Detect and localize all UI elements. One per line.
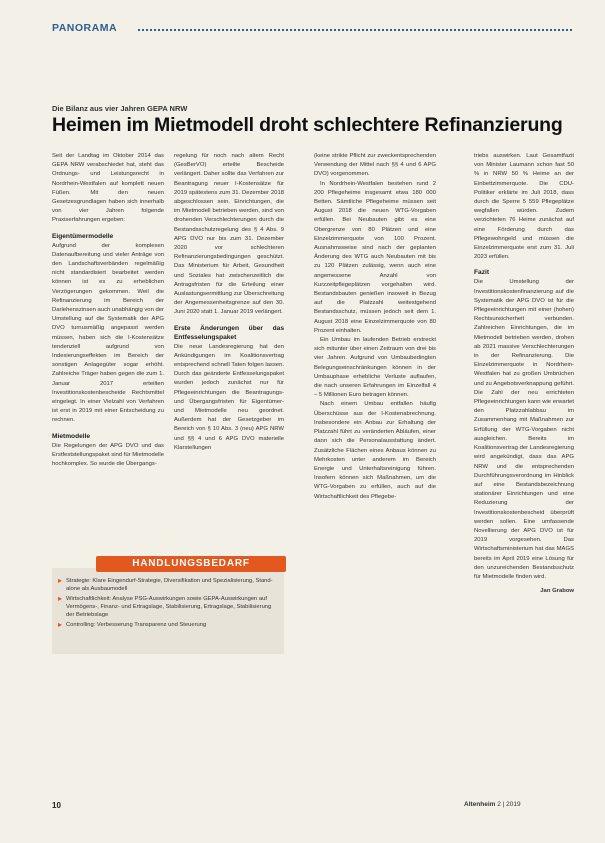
text-column-4 bbox=[474, 152, 574, 792]
action-list bbox=[52, 568, 284, 630]
subheading-eigentuemermodelle: Eigentümermodelle bbox=[52, 232, 114, 240]
article-kicker: Die Bilanz aus vier Jahren GEPA NRW bbox=[52, 104, 188, 113]
list-item: ▸ Controlling: Verbesserung Transparenz und Steuerung bbox=[58, 620, 207, 630]
subheading-fazit: Fazit bbox=[474, 269, 490, 277]
action-box-title: HANDLUNGSBEDARF bbox=[132, 558, 250, 569]
publication-footer bbox=[464, 801, 521, 808]
text-column-1 bbox=[52, 152, 164, 562]
bullet-icon: ▸ bbox=[58, 576, 63, 585]
paragraph: regelung für noch nach altem Recht (GesBerVO) erteilte Bescheide verlängert. Daher sollte das Verfahren zur Beantragung neuer I-Kostensätze für 2019 spätestens zum 31. Dezember 2018 abgeschlossen sein. Einrichtungen, die im Mietmodell betrieben werden, sind von drohenden Verschlechterungen durch die Bestandsschutzregelung des § 4 Abs. 9 APG DVO nur bis zum 31. Dezember 2020 vor schlechteren Refinanzierungsbedingungen geschützt. Das Ministerium für Arbeit, Gesundheit und Soziales hat zwischenzeitlich die Antragsfristen für die Erteilung einer Auslastungsermittlung zur Überschreitung der Angemessenheitsgrenze auf den 30. Juni 2020 statt 1. Januar 2019 verlängert. bbox=[174, 153, 284, 316]
subheading-entfesselungspaket: Erste Änderungen über das Entfesselungspaket bbox=[174, 324, 284, 341]
paragraph: Ein Umbau im laufenden Betrieb erstreckt sich mitunter über einen Zeitraum von drei bis vier Jahren. Aufgrund von Umbaubedingten Belegungseinschränkungen können in der Umbauphase erhebliche Verluste auflaufen, die nach unseren Erfahrungen im Einzelfall 4 – 5 Millionen Euro betragen können. bbox=[314, 337, 436, 399]
text-column-3 bbox=[314, 152, 436, 792]
paragraph: Die Umstellung der Investitionskostenfinanzierung auf die Systematik der APG DVO ist für die Pflegeeinrichtungen mit einer (hohen) Rechtsunsicherheit verbunden. Zahlreichen Einrichtungen, die im Mietmodell betrieben werden, drohen ab 2021 massive Verschlechterungen in der Refinanzierung. Die Einzelzimmerquote in Nordrhein-Westfalen hat zu großen Umbrüchen und zu Angebotsverknappung geführt. Die Zahl der neu errichteten Pflegeeinrichtungen kann wie erwartet den Platzzahlabbau im Zusammenhang mit Maßnahmen zur Erfüllung der WTG-Vorgaben nicht ausgleichen. Bereits im Koalitionsvertrag der Landesregierung wird angekündigt, dass das APG NRW und die entsprechenden Durchführungsverordnung im Hinblick auf eine Bestandsbezeichnung stationärer Einrichtungen und eine Reduzierung der Investitionskostenbescheid überprüft werden sollen. Eine umfassende Novellierung der APG DVO ist für 2019 vorgesehen. Das Wirtschaftsministerium hat das MAGS bereits im April 2019 eine Lösung für den unzureichenden Bestandsschutz für Mietmodelle finden wird. bbox=[474, 279, 574, 580]
paragraph: Die neue Landesregierung hat den Ankündigungen im Koalitionsvertrag entsprechend schnell Taten folgen lassen. Durch das geänderte Entfesselungspaket wurden jedoch zunächst nur für Pflegeeinrichtungen die Beantragungs- und Übergangsfristen für Eigentümer- und Mietmodelle neu geordnet. Außerdem hat der Gesetzgeber im Bereich von § 10 Abs. 3 (neu) APG NRW und §§ 4 und 6 APG DVO materielle Klarstellungen bbox=[174, 343, 284, 451]
author-signature: Jan Grabow bbox=[540, 588, 574, 595]
bullet-icon: ▸ bbox=[58, 620, 63, 630]
issue-number: 2 | 2019 bbox=[497, 801, 521, 808]
page-number: 10 bbox=[52, 801, 61, 810]
section-label: PANORAMA bbox=[52, 22, 118, 34]
list-item: ▸ Strategie: Klare Eingendurf-Strategie, Diversifikation und Spezialisierung, Stand-alone als Ausbaumodell bbox=[58, 576, 273, 593]
paragraph: Seit der Landtag im Oktober 2014 das GEPA NRW verabschiedet hat, steht das Ordnungs- und Leistungsrecht in Nordrhein-Westfalen auf komplett neuen Füßen. Mit den neuen Gesetzesgrundlagen haben sich innerhalb von vier Jahren folgende Praxiserfahrungen ergeben: bbox=[52, 153, 164, 224]
paragraph: triebs auswirken. Laut Gesamtfazit von Minister Laumann schon fast 50 % in NRW 50 % Heime an der Einbettzimmerquote. Die CDU-Politiker erklärte im Juli 2018, dass durch die Sperre 5 559 Pflegeplätze wegfallen würden. Zudem verzichteten 76 Heime zunächst auf eine Förderung durch das Pflegewohngeld und müssen die Einzelzimmerquote erst zum 31. Juli 2023 erfüllen. bbox=[474, 153, 574, 261]
paragraph: Aufgrund der komplexen Datenaufbereitung und vieler Anträge von den Landschaftsverbänden regelmäßig nicht standardisiert bearbeitet werden können ist es zu erheblichen Verzögerungen gekommen. Weil die Refinanzierung im Bereich der Darlehenszinsen auch unabhängig von der Umstellung auf die Systematik der APG DVO turnusmäßig angepasst werden müssen, haben sich die I-Kostensätze tendenziell aufgrund von Indexierungseffekten im Bereich der sonstigen Anlagegüter sogar erhöht. Zahlreiche Träger haben gegen die zum 1. Januar 2017 erteilten Investitionskostenbescheide Rechtsmittel eingelegt. In einer Vielzahl von Verfahren ist erst in 2019 mit einer Entscheidung zu rechnen. bbox=[52, 242, 164, 424]
dotted-rule bbox=[138, 29, 572, 31]
paragraph: In Nordrhein-Westfalen bestehen rund 2 200 Pflegeheime insgesamt etwa 180 000 Betten. Sämtliche Pflegeheime müssen seit August 2018 die neuen WTG-Vorgaben erfüllen. Bei Neubauten gibt es eine Obergrenze von 80 Plätzen und eine Einzelzimmerquote von 100 Prozent. Ausnahmsweise sind nach der geplanten Änderung des WTG auch Neubauten mit bis zu 120 Plätzen zulässig, wenn auch eine angemessene Anzahl von Kurzzeitpflegeplätzen vorgehalten wird. Bestandsbauten genießen insoweit in Bezug auf die Platzzahl weitestgehend Bestandsschutz, müssen jedoch seit dem 1. August 2018 eine Einzelzimmerquote von 80 Prozent einhalten. bbox=[314, 180, 436, 334]
list-item: ▸ Wirtschaftlichkeit: Analyse PSG-Auswirkungen sowie GEPA-Auswirkungen auf Vermögens-, Finanz- und Ertragslage, Stabilisierung, Ertragslage, Stabilisierung der Betriebslage bbox=[58, 594, 272, 619]
publication-name: Altenheim bbox=[464, 801, 496, 808]
bullet-icon: ▸ bbox=[58, 594, 63, 604]
article-title: Heimen im Mietmodell droht schlechtere Refinanzierung bbox=[52, 114, 563, 136]
paragraph: Die Regelungen der APG DVO und das Erstfeststellungspaket sind für Mietmodelle hochkomplex. So wurde die Übergangs- bbox=[52, 442, 164, 468]
action-box bbox=[52, 558, 284, 654]
paragraph: (keine strikte Pflicht zur zweckentsprechenden Verwendung der Mittel nach §§ 4 und 6 APG DVO) vorgenommen. bbox=[314, 153, 436, 178]
action-box-title-bar bbox=[96, 556, 286, 572]
paragraph: Nach einem Umbau entfallen häufig Überschüsse aus der I-Kostenabrechnung. Insbesondere ein Anbau zur Erhaltung der Platzzahl führt zu veränderten Abläufen, einer dann sich die Personalausstattung ändert. Zusätzliche Flächen eines Anbaus können zu Mehrkosten unter anderem im Bereich Energie und Unterhaltsreinigung führen. Insofern können sich Maßnahmen, um die WTG-Vorgaben zu erfüllen, auch auf die Wirtschaftlichkeit des Pflegebe- bbox=[314, 401, 436, 500]
section-header bbox=[52, 22, 572, 38]
subheading-mietmodelle: Mietmodelle bbox=[52, 432, 91, 440]
